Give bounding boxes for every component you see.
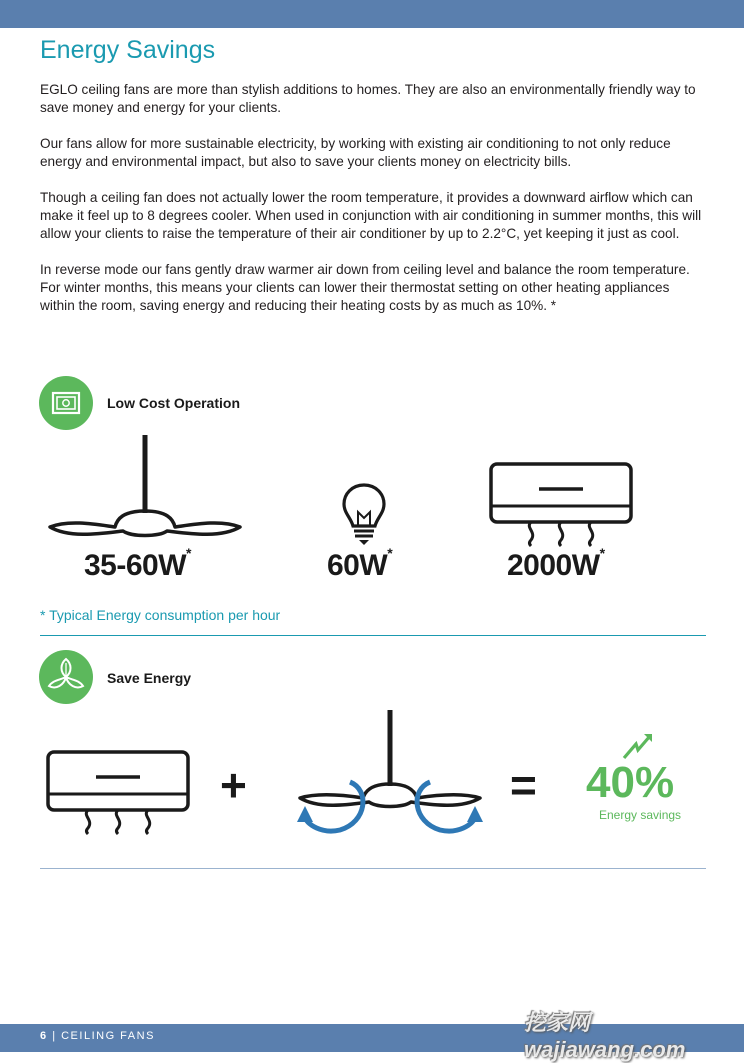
bulb-asterisk: * [387,545,393,561]
ceiling-fan-icon [45,435,245,545]
intro-paragraph: In reverse mode our fans gently draw warmer air down from ceiling level and balance the room temperature. For winter months, this means your clients can lower their thermostat setting on other heating appliances within the room, saving energy and reducing their heating costs by as much as 10%. * [40,262,690,313]
ceiling-fan-reverse-icon [295,710,485,840]
leaf-icon [39,650,93,704]
watermark: 挖家网 wajiawang.com [524,1010,686,1062]
footnote: * Typical Energy consumption per hour [40,607,281,623]
money-icon [39,376,93,430]
fan-wattage-value: 35-60W [84,549,187,582]
footer-text [40,1030,155,1042]
page-number: 6 [40,1030,48,1042]
section-divider [40,635,706,636]
savings-caption: Energy savings [599,808,682,822]
footer-separator: | [52,1030,57,1042]
low-cost-label: Low Cost Operation [107,395,240,411]
section-divider [40,868,706,869]
intro-text [40,81,702,333]
footer-section: CEILING FANS [61,1030,155,1042]
savings-percent: 40% [586,758,675,807]
equals-sign: = [510,759,537,811]
air-conditioner-icon [489,462,633,548]
intro-paragraph: EGLO ceiling fans are more than stylish additions to homes. They are also an environmentally friendly way to save money and energy for your clients. [40,82,696,115]
bulb-wattage [327,545,393,583]
ac-wattage [507,545,605,583]
intro-paragraph: Though a ceiling fan does not actually lower the room temperature, it provides a downward airflow which can make it feel up to 8 degrees cooler. When used in conjunction with air conditioning in summer months, this will allow your clients to raise the temperature of their air conditioner by up to 2.2°C, yet keeping it just as cool. [40,190,702,241]
fan-asterisk: * [186,545,191,561]
bulb-wattage-value: 60W [327,549,388,582]
air-conditioner-icon [46,750,190,836]
save-energy-label: Save Energy [107,670,192,686]
top-bar [0,0,744,28]
lightning-icon [622,732,654,760]
light-bulb-icon [341,482,387,548]
intro-paragraph: Our fans allow for more sustainable electricity, by working with existing air conditioning to not only reduce energy and environmental impact, but also to save your clients money on electricity bills. [40,136,671,169]
page-title: Energy Savings [40,36,216,64]
fan-wattage [84,545,191,583]
ac-asterisk: * [599,545,605,561]
plus-sign: + [220,759,247,811]
ac-wattage-value: 2000W [507,549,600,582]
